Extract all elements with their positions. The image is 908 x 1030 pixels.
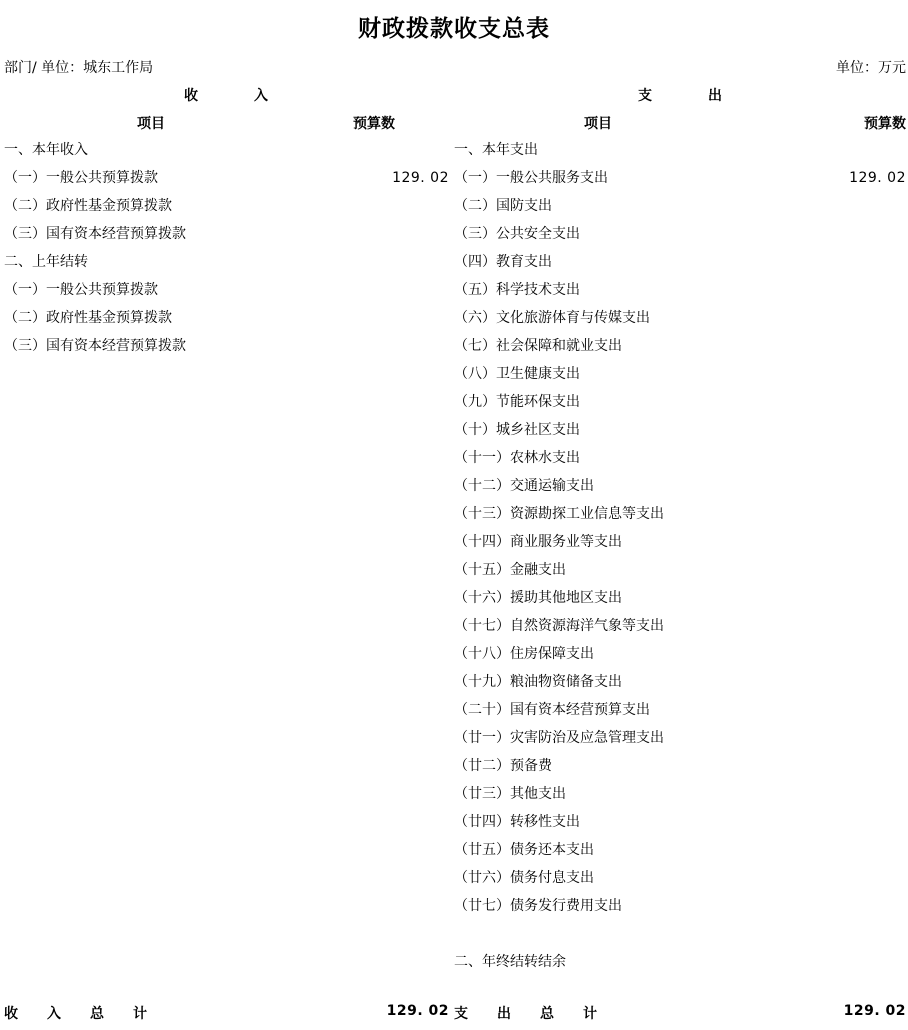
expense-budget-column-header: 预算数 <box>864 116 906 132</box>
income-row-label: （一）一般公共预算拨款 <box>4 282 158 298</box>
expense-section-header <box>638 85 722 105</box>
expense-row-label: （二十）国有资本经营预算支出 <box>454 702 650 718</box>
page-title: 财政拨款收支总表 <box>358 16 550 42</box>
income-row-label: （三）国有资本经营预算拨款 <box>4 338 186 354</box>
income-header-char: 入 <box>254 88 268 104</box>
expense-row-label: （廿一）灾害防治及应急管理支出 <box>454 730 664 746</box>
expense-row-label: （十四）商业服务业等支出 <box>454 534 622 550</box>
expense-row-label: （廿四）转移性支出 <box>454 814 580 830</box>
expense-row-label: （十七）自然资源海洋气象等支出 <box>454 618 664 634</box>
expense-row-label: （廿六）债务付息支出 <box>454 870 594 886</box>
income-total-value: 129. 02 <box>386 1003 449 1019</box>
expense-row-label: （八）卫生健康支出 <box>454 366 580 382</box>
year-end-balance-label: 二、年终结转结余 <box>454 954 566 970</box>
income-total-char: 入 <box>47 1006 61 1022</box>
expense-row-label: （廿五）债务还本支出 <box>454 842 594 858</box>
expense-row-label: （三）公共安全支出 <box>454 226 580 242</box>
expense-total-char: 出 <box>497 1006 511 1022</box>
expense-total-value: 129. 02 <box>843 1003 906 1019</box>
income-section-header <box>184 85 268 105</box>
expense-row-label: （十五）金融支出 <box>454 562 566 578</box>
expense-total-char: 支 <box>454 1006 468 1022</box>
department-label: 部门/ 单位：城东工作局 <box>4 60 154 76</box>
expense-row-label: （四）教育支出 <box>454 254 552 270</box>
income-row-label: （三）国有资本经营预算拨款 <box>4 226 186 242</box>
income-row-value: 129. 02 <box>392 170 449 186</box>
expense-row-label: （廿三）其他支出 <box>454 786 566 802</box>
expense-row-label: （十一）农林水支出 <box>454 450 580 466</box>
income-total-char: 总 <box>90 1006 104 1022</box>
expense-row-label: （十六）援助其他地区支出 <box>454 590 622 606</box>
expense-row-label: （十九）粮油物资储备支出 <box>454 674 622 690</box>
expense-total-label <box>454 1003 626 1023</box>
expense-row-label: 一、本年支出 <box>454 142 538 158</box>
expense-row-label: （五）科学技术支出 <box>454 282 580 298</box>
expense-row-label: （六）文化旅游体育与传媒支出 <box>454 310 650 326</box>
income-total-char: 收 <box>4 1006 18 1022</box>
expense-total-char: 计 <box>583 1006 597 1022</box>
income-total-char: 计 <box>133 1006 147 1022</box>
expense-row-label: （十三）资源勘探工业信息等支出 <box>454 506 664 522</box>
income-row-label: 二、上年结转 <box>4 254 88 270</box>
expense-row-label: （十）城乡社区支出 <box>454 422 580 438</box>
income-budget-column-header: 预算数 <box>353 116 395 132</box>
income-total-label <box>4 1003 176 1023</box>
income-row-label: 一、本年收入 <box>4 142 88 158</box>
expense-row-label: （二）国防支出 <box>454 198 552 214</box>
expense-total-char: 总 <box>540 1006 554 1022</box>
expense-row-label: （九）节能环保支出 <box>454 394 580 410</box>
expense-row-label: （七）社会保障和就业支出 <box>454 338 622 354</box>
expense-row-label: （十八）住房保障支出 <box>454 646 594 662</box>
expense-header-char: 支 <box>638 88 652 104</box>
income-row-label: （二）政府性基金预算拨款 <box>4 310 172 326</box>
income-item-column-header: 项目 <box>137 116 165 132</box>
expense-row-value: 129. 02 <box>849 170 906 186</box>
income-row-label: （一）一般公共预算拨款 <box>4 170 158 186</box>
income-row-label: （二）政府性基金预算拨款 <box>4 198 172 214</box>
expense-header-char: 出 <box>708 88 722 104</box>
income-header-char: 收 <box>184 88 198 104</box>
expense-row-label: （一）一般公共服务支出 <box>454 170 608 186</box>
unit-label: 单位：万元 <box>836 60 906 76</box>
expense-item-column-header: 项目 <box>584 116 612 132</box>
expense-row-label: （廿二）预备费 <box>454 758 552 774</box>
expense-row-label: （十二）交通运输支出 <box>454 478 594 494</box>
expense-row-label: （廿七）债务发行费用支出 <box>454 898 622 914</box>
